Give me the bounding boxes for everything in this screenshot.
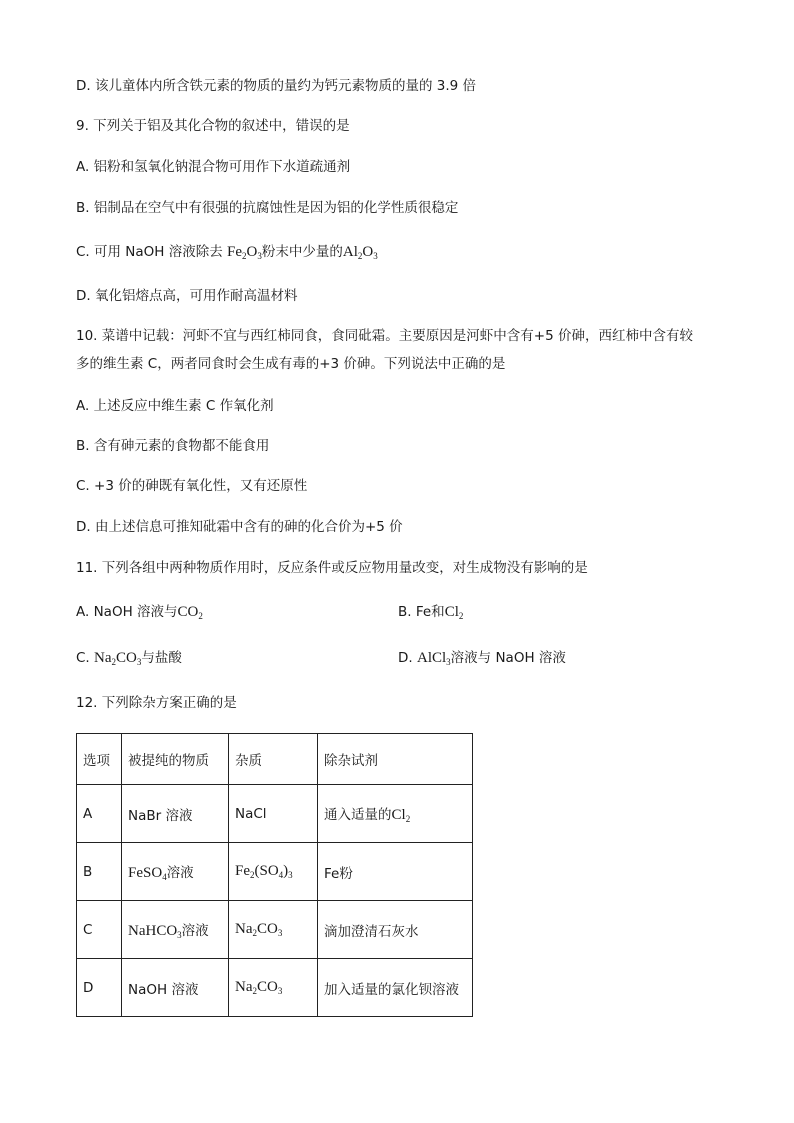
q11-option-b: B. Fe和$Cl_2$ (398, 604, 464, 621)
table-row (77, 959, 473, 1017)
q11-option-c: C. $Na_2CO_3$与盐酸 (76, 650, 182, 667)
cell-impurity (229, 901, 318, 959)
formula-na2co3: $Na_2CO_3$ (94, 650, 142, 667)
header-option: 选项 (77, 734, 122, 785)
cell-reagent: Fe粉 (318, 843, 473, 901)
cell-impurity: NaCl (229, 785, 318, 843)
q9-option-b: B. 铝制品在空气中有很强的抗腐蚀性是因为铝的化学性质很稳定 (76, 200, 459, 216)
q9-option-c: C. 可用 NaOH 溶液除去 $Fe_2O_3$粉末中少量的$Al_2O_3$ (76, 244, 378, 261)
formula-cl2: $Cl_2$ (391, 807, 411, 824)
cell-option: D (77, 959, 122, 1017)
cell-substance: NaOH 溶液 (122, 959, 229, 1017)
q10-option-b: B. 含有砷元素的食物都不能食用 (76, 438, 270, 454)
header-substance: 被提纯的物质 (122, 734, 229, 785)
formula-na2co3: $Na_2CO_3$ (235, 979, 283, 996)
cell-reagent: 通入适量的$Cl_2$ (318, 785, 473, 843)
q11-stem: 11. 下列各组中两种物质作用时，反应条件或反应物用量改变，对生成物没有影响的是 (76, 560, 588, 576)
q9-option-d: D. 氧化铝熔点高，可用作耐高温材料 (76, 288, 298, 304)
header-reagent: 除杂试剂 (318, 734, 473, 785)
cell-option: B (77, 843, 122, 901)
cell-impurity (229, 843, 318, 901)
formula-al2o3: $Al_2O_3$ (342, 244, 378, 261)
table-row (77, 785, 473, 843)
table-header-row (77, 734, 473, 785)
q10-option-d: D. 由上述信息可推知砒霜中含有的砷的化合价为+5 价 (76, 519, 403, 535)
q11-option-d: D. AlCl$_3$溶液与 NaOH 溶液 (398, 650, 566, 667)
formula-fe2o3: $Fe_2O_3$ (227, 244, 262, 261)
q11-option-a: A. NaOH 溶液与$CO_2$ (76, 604, 203, 621)
cell-reagent: 加入适量的氯化钡溶液 (318, 959, 473, 1017)
table-row (77, 901, 473, 959)
q12-stem: 12. 下列除杂方案正确的是 (76, 695, 237, 711)
q8-option-d: D. 该儿童体内所含铁元素的物质的量约为钙元素物质的量的 3.9 倍 (76, 78, 477, 94)
header-impurity: 杂质 (229, 734, 318, 785)
q10-option-c: C. +3 价的砷既有氧化性，又有还原性 (76, 478, 308, 494)
q10-option-a: A. 上述反应中维生素 C 作氧化剂 (76, 398, 274, 414)
formula-nahco3: NaHCO$_3$ (128, 923, 182, 940)
cell-option: A (77, 785, 122, 843)
formula-feso4: FeSO$_4$ (128, 865, 167, 882)
cell-substance: NaBr 溶液 (122, 785, 229, 843)
formula-co2: $CO_2$ (177, 604, 203, 621)
q9-option-a: A. 铝粉和氢氧化钠混合物可用作下水道疏通剂 (76, 159, 351, 175)
cell-reagent: 滴加澄清石灰水 (318, 901, 473, 959)
cell-substance: FeSO$_4$溶液 (122, 843, 229, 901)
q10-stem-1: 10. 菜谱中记载：河虾不宜与西红柿同食，食同砒霜。主要原因是河虾中含有+5 价砷，西红柿中含有较 (76, 328, 693, 344)
cell-impurity (229, 959, 318, 1017)
formula-alcl3: AlCl$_3$ (416, 650, 451, 667)
formula-na2co3: $Na_2CO_3$ (235, 921, 283, 938)
impurity-table (76, 733, 473, 1017)
formula-cl2: $Cl_2$ (444, 604, 464, 621)
cell-substance: NaHCO$_3$溶液 (122, 901, 229, 959)
formula-fe2so43: $Fe_2(SO_4)_3$ (235, 863, 293, 880)
cell-option: C (77, 901, 122, 959)
q9-stem: 9. 下列关于铝及其化合物的叙述中，错误的是 (76, 118, 350, 134)
table-row (77, 843, 473, 901)
q10-stem-2: 多的维生素 C，两者同食时会生成有毒的+3 价砷。下列说法中正确的是 (76, 356, 506, 372)
